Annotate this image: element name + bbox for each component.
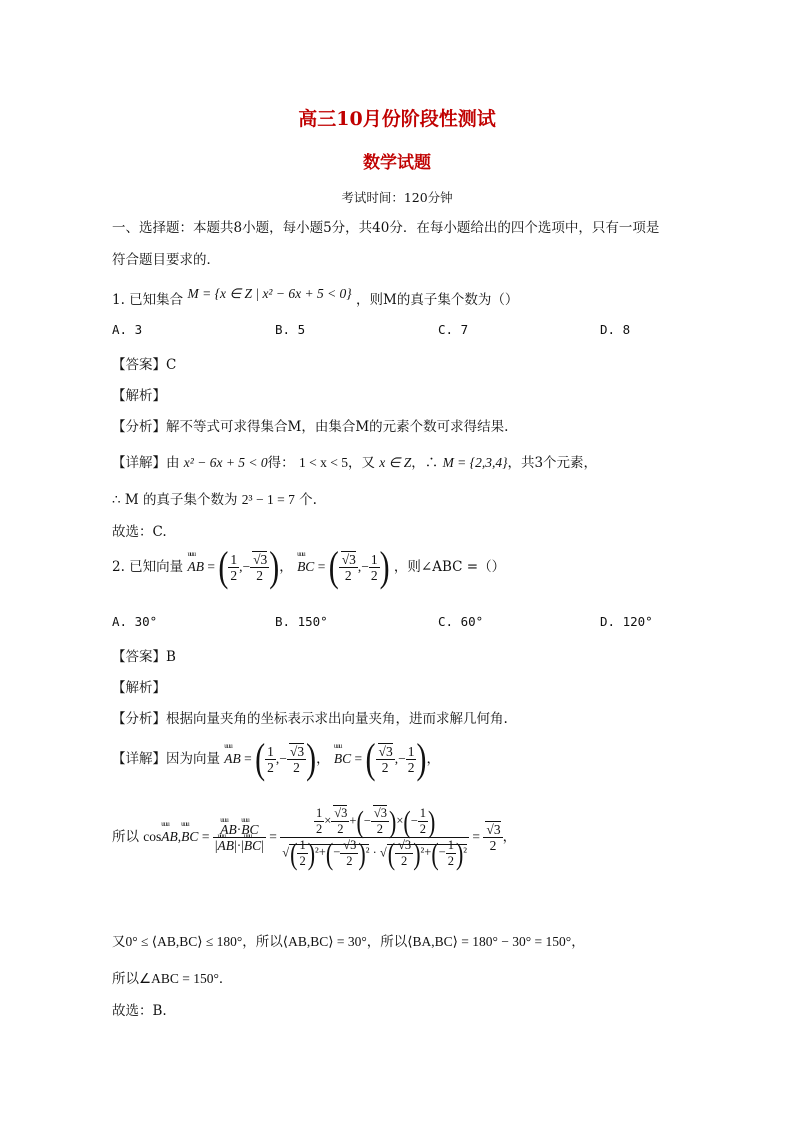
q2-angle-range: 0° ≤ ⟨AB,BC⟩ ≤ 180°: [125, 934, 243, 949]
q1-detail-in-z: x ∈ Z: [379, 455, 412, 470]
q1-answer: 【答案】C: [112, 357, 177, 373]
q2-analysis-label: 【解析】: [112, 680, 166, 696]
q1-option-a: A. 3: [112, 322, 143, 337]
q2-stem: 2. 已知向量 uuu AB = ( $\frac{1}{2}$ ,− $\frac{√3}{2}$ )， uuu BC = ( $\frac{√3}{2}$ ,− $\frac{1}{2}$ ) ，则∠ABC =（）: [112, 552, 505, 583]
q2-frac: $\frac{1}{2}$: [370, 552, 378, 583]
q2-frac: $\frac{1}{2}$: [230, 552, 238, 583]
section-instructions-1: 一、选择题：本题共8小题，每小题5分，共40分．在每小题给出的四个选项中，只有一项是: [112, 220, 660, 236]
q2-you-b: ，所以: [242, 934, 283, 950]
q2-answer: 【答案】B: [112, 649, 176, 665]
q2-suoyi: 所以: [112, 829, 139, 845]
q2-option-b: B. 150°: [275, 614, 328, 629]
q2-range-line: [112, 930, 585, 950]
q1-choose: 故选：C.: [112, 524, 167, 540]
q1-detail-text-c: ，又: [347, 455, 375, 471]
q2-angle-ab-bc: ⟨AB,BC⟩ = 30°: [282, 934, 367, 949]
q2-cos-computation: $\frac{1}{2}$ × $\frac{√3}{2}$ +(− $\frac{√3}{2}$ )×(− $\frac{1}{2}$ ) √( $\frac{1}{2}$ )²+(− $\frac{√3}{2}$ )² · √( $\frac{√3}{2}$ )²+(− $\frac{1}{2}$ )²: [282, 803, 468, 871]
q2-final-b: ．: [218, 971, 233, 987]
q2-suffix: ，则∠ABC =（）: [393, 559, 506, 575]
q2-prefix: 2. 已知向量: [112, 559, 184, 575]
q1-analysis-label: 【解析】: [112, 388, 166, 404]
q2-vector-bc: uuu BC: [297, 559, 314, 575]
q1-detail-inequality: x² − 6x + 5 < 0: [183, 455, 268, 470]
q1-suffix: ，则M的真子集个数为（）: [356, 292, 519, 308]
section-instructions-2: 符合题目要求的．: [112, 252, 220, 268]
q1-option-d: D. 8: [600, 322, 631, 337]
q2-you-d: ，所以: [366, 934, 408, 950]
q2-option-d: D. 120°: [600, 614, 653, 629]
q1-stem: [112, 288, 518, 308]
q2-cos-formula: 所以 cosuuu AB,uuu BC = uuu $\frac{\text{AB·uuu BC}}{\text{|uuu AB|·|uuu BC|}}$ = $\frac{1}{2}$ × $\frac{√3}{2}$ +(− $\frac{√3}{2}$ )×(− $\frac{1}{2}$ ) √( $\frac{1}{2}$ )²+(− $\frac{√3}{2}$ )² · √( $\frac{√3}{2}$ )²+(− $\frac{1}{2}$ )² = $\frac{√3}{2}$ ，: [112, 806, 516, 869]
q1-option-b: B. 5: [275, 322, 306, 337]
q2-fenxi: 【分析】根据向量夹角的坐标表示求出向量夹角，进而求解几何角.: [112, 711, 508, 727]
q1-detail-label: 【详解】: [112, 455, 166, 471]
q2-cos-definition: uuu $\frac{\text{AB·uuu BC}}{\text{|uuu AB|·|uuu BC|}}$: [213, 822, 266, 853]
q1-detail-text-a: 由: [166, 455, 180, 471]
q2-you-f: ，: [571, 934, 585, 950]
q2-final-angle: ∠ABC = 150°: [139, 971, 219, 986]
q1-detail-text-b: 得：: [267, 455, 295, 471]
exam-time: 考试时间：120分钟: [341, 190, 453, 205]
q1-detail-text-e: ，共3个元素，: [507, 455, 598, 471]
q1-detail-text-d: ，∴: [411, 455, 439, 471]
q2-frac: $\frac{√3}{2}$: [287, 744, 306, 775]
q1-line2-expression: 2³ − 1 = 7: [241, 492, 295, 507]
q2-detail-vector-ab: uuu AB: [224, 751, 241, 767]
q2-detail-label: 【详解】因为向量: [112, 751, 220, 767]
q2-frac: $\frac{1}{2}$: [267, 744, 274, 775]
q2-vector-ab: uuu AB: [187, 559, 204, 575]
q2-choose: 故选：B.: [112, 1003, 167, 1019]
exam-subtitle: 数学试题: [363, 153, 431, 173]
q1-prefix: 1. 已知集合: [112, 292, 184, 308]
q2-final-line: [112, 967, 232, 987]
exam-title: 高三10月份阶段性测试: [298, 108, 496, 130]
q2-option-c: C. 60°: [438, 614, 484, 629]
q1-detail-line2: [112, 488, 317, 508]
q2-frac: $\frac{√3}{2}$: [250, 552, 269, 583]
q1-detail-range: 1 < x < 5: [298, 455, 348, 470]
q1-detail: [112, 451, 597, 471]
q2-frac: $\frac{1}{2}$: [407, 744, 415, 775]
q1-detail-set: M = {2,3,4}: [442, 455, 508, 470]
q2-angle-ba-bc: ⟨BA,BC⟩ = 180° − 30° = 150°: [407, 934, 572, 949]
q1-line2-text-b: 个.: [299, 492, 317, 508]
q2-final-a: 所以: [112, 971, 139, 987]
q2-you: 又: [112, 934, 126, 950]
q1-line2-text-a: ∴ M 的真子集个数为: [112, 492, 238, 508]
q2-cos-result: $\frac{√3}{2}$: [483, 822, 502, 853]
q2-detail-vector-bc: uuu BC: [334, 751, 351, 767]
q1-option-c: C. 7: [438, 322, 469, 337]
q2-detail: 【详解】因为向量 uuu AB = ( $\frac{1}{2}$ ,− $\frac{√3}{2}$ )， uuu BC = ( $\frac{√3}{2}$ ,− $\frac{1}{2}$ )，: [112, 744, 440, 775]
q1-fenxi: 【分析】解不等式可求得集合M，由集合M的元素个数可求得结果.: [112, 419, 509, 435]
q2-option-a: A. 30°: [112, 614, 158, 629]
q1-set-expression: M = {x ∈ Z | x² − 6x + 5 < 0}: [187, 286, 352, 301]
q2-frac: $\frac{√3}{2}$: [376, 744, 395, 775]
q2-frac: $\frac{√3}{2}$: [339, 552, 358, 583]
